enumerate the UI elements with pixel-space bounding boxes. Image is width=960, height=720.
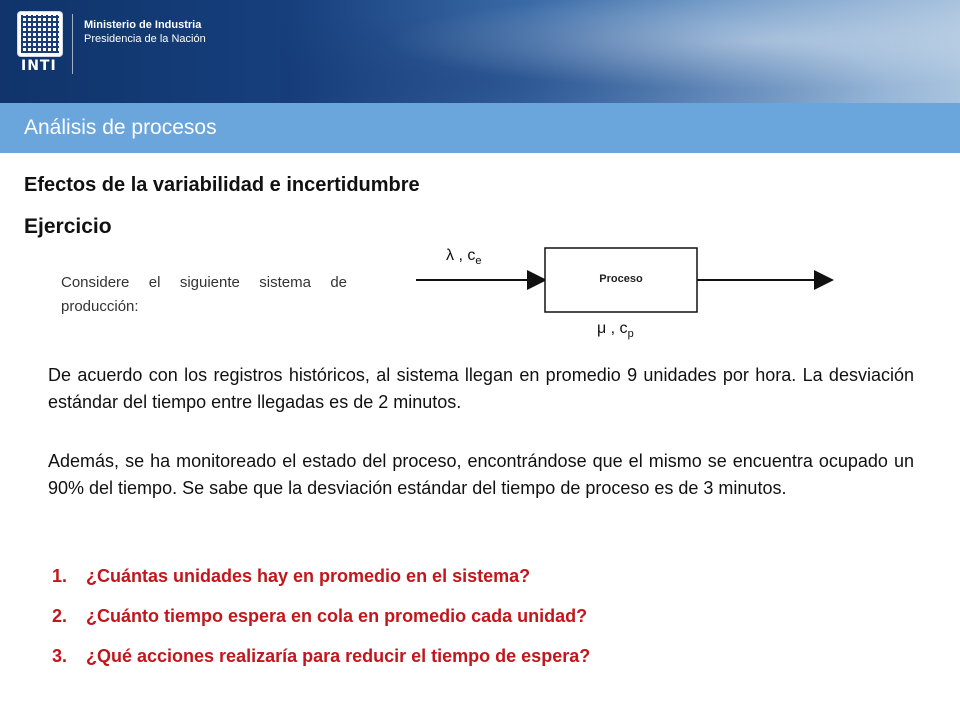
question-item — [52, 562, 590, 602]
intro-text: Considere el siguiente sistema de producción: — [61, 274, 347, 315]
question-item — [52, 602, 590, 642]
inti-logo-icon — [18, 12, 62, 56]
ministry-line2: Presidencia de la Nación — [84, 33, 206, 45]
paragraph-arrivals: De acuerdo con los registros históricos, al sistema llegan en promedio 9 unidades por hora. La desviación estándar del tiempo entre llegadas es de 2 minutos. — [48, 365, 914, 412]
header-decoration — [280, 0, 960, 103]
process-rate-label: μ , $c_p$ — [597, 320, 634, 341]
page-title: Análisis de procesos — [24, 116, 217, 139]
question-text: ¿Cuánto tiempo espera en cola en promedio cada unidad? — [86, 606, 588, 626]
question-number: 3. — [52, 646, 68, 666]
ministry-line1: Ministerio de Industria — [84, 19, 202, 31]
header-divider — [72, 14, 73, 74]
ministry-label — [84, 18, 206, 46]
question-text: ¿Cuántas unidades hay en promedio en el sistema? — [86, 566, 531, 586]
section-subheading: Ejercicio — [24, 215, 112, 238]
input-rate-label: λ , $c_e$ — [446, 247, 482, 268]
question-list — [52, 562, 590, 682]
header-banner — [0, 0, 960, 103]
logo-text: INTI — [21, 58, 57, 74]
question-number: 1. — [52, 566, 68, 586]
process-label: Proceso — [599, 273, 643, 285]
question-number: 2. — [52, 606, 68, 626]
section-heading: Efectos de la variabilidad e incertidumbre — [24, 174, 420, 196]
question-item — [52, 642, 590, 682]
question-text: ¿Qué acciones realizaría para reducir el tiempo de espera? — [86, 646, 591, 666]
title-bar — [0, 103, 960, 153]
paragraph-process: Además, se ha monitoreado el estado del proceso, encontrándose que el mismo se encuentra ocupado un 90% del tiempo. Se sabe que la desviación estándar del tiempo de proceso es de 3 minutos. — [48, 451, 914, 498]
